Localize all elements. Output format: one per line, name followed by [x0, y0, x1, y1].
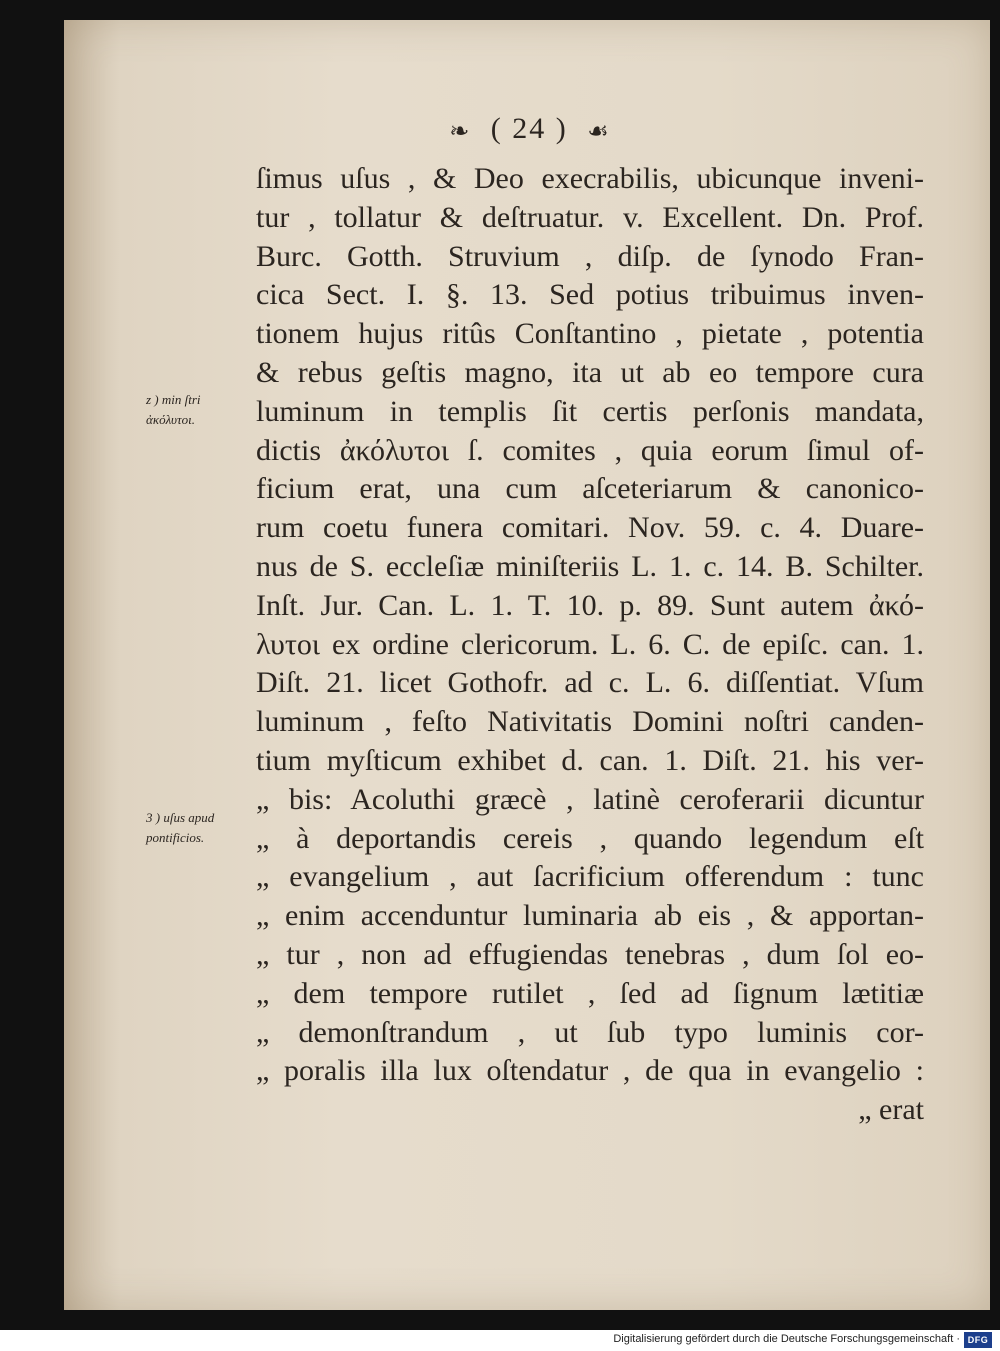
text-line: „ enim accenduntur luminaria ab eis , & apportan- — [256, 899, 924, 933]
footer-bar — [0, 1330, 1000, 1351]
text-line: tium myſticum exhibet d. can. 1. Diſt. 21. his ver- — [256, 743, 924, 777]
text-line: „ poralis illa lux oſtendatur , de qua in evangelio : — [256, 1054, 924, 1088]
text-line: tionem hujus ritûs Conſtantino , pietate , potentia — [256, 317, 924, 351]
ornament-right-icon: ☙ — [587, 118, 611, 145]
text-line: Burc. Gotth. Struvium , diſp. de ſynodo Fran- — [256, 239, 924, 273]
page-header — [430, 112, 630, 146]
dfg-logo-icon: DFG — [964, 1332, 992, 1348]
text-line: „ evangelium , aut ſacrificium offerendum : tunc — [256, 860, 924, 894]
text-line: tur , tollatur & deſtruatur. v. Excellent. Dn. Prof. — [256, 200, 924, 234]
text-line: „ tur , non ad effugiendas tenebras , dum ſol eo- — [256, 937, 924, 971]
text-line: rum coetu funera comitari. Nov. 59. c. 4. Duare- — [256, 511, 924, 545]
margin-note-usus — [146, 808, 214, 848]
text-line: Inſt. Jur. Can. L. 1. T. 10. p. 89. Sunt autem ἀκό- — [256, 588, 924, 622]
text-line: cica Sect. I. §. 13. Sed potius tribuimus inven- — [256, 278, 924, 312]
text-line: luminum in templis ſit certis perſonis mandata, — [256, 394, 924, 428]
text-line: „ dem tempore rutilet , ſed ad ſignum lætitiæ — [256, 976, 924, 1010]
text-line: dictis ἀκόλυτοι ſ. comites , quia eorum ſimul of- — [256, 433, 924, 467]
text-line: λυτοι ex ordine clericorum. L. 6. C. de epiſc. can. 1. — [256, 627, 924, 661]
text-line: „ erat — [858, 1093, 924, 1127]
margin-note-ministri — [146, 390, 201, 430]
text-line: ſimus uſus , & Deo execrabilis, ubicunque inveni- — [256, 162, 924, 195]
margin-note-line: ἀκόλυτοι. — [146, 412, 195, 427]
text-line: „ à deportandis cereis , quando legendum eſt — [256, 821, 924, 855]
text-line: ficium erat, una cum aſceteriarum & canonico- — [256, 472, 924, 506]
ornament-left-icon: ❧ — [449, 118, 472, 145]
funding-credit: Digitalisierung gefördert durch die Deutsche Forschungsgemeinschaft · — [613, 1333, 960, 1345]
text-line: & rebus geſtis magno, ita ut ab eo tempore cura — [256, 355, 924, 389]
page-number: ( 24 ) — [490, 112, 568, 145]
body-text — [256, 160, 924, 1130]
text-line: „ demonſtrandum , ut ſub typo luminis cor- — [256, 1015, 924, 1049]
text-line: luminum , feſto Nativitatis Domini noſtri canden- — [256, 705, 924, 739]
margin-note-line: z ) min ſtri — [146, 392, 201, 407]
margin-note-line: 3 ) uſus apud — [146, 810, 215, 825]
text-line: „ bis: Acoluthi græcè , latinè ceroferarii dicuntur — [256, 782, 924, 816]
margin-note-line: pontificios. — [146, 830, 205, 845]
text-line: Diſt. 21. licet Gothofr. ad c. L. 6. diſſentiat. Vſum — [256, 666, 924, 700]
text-line: nus de S. eccleſiæ miniſteriis L. 1. c. 14. B. Schilter. — [256, 549, 924, 583]
